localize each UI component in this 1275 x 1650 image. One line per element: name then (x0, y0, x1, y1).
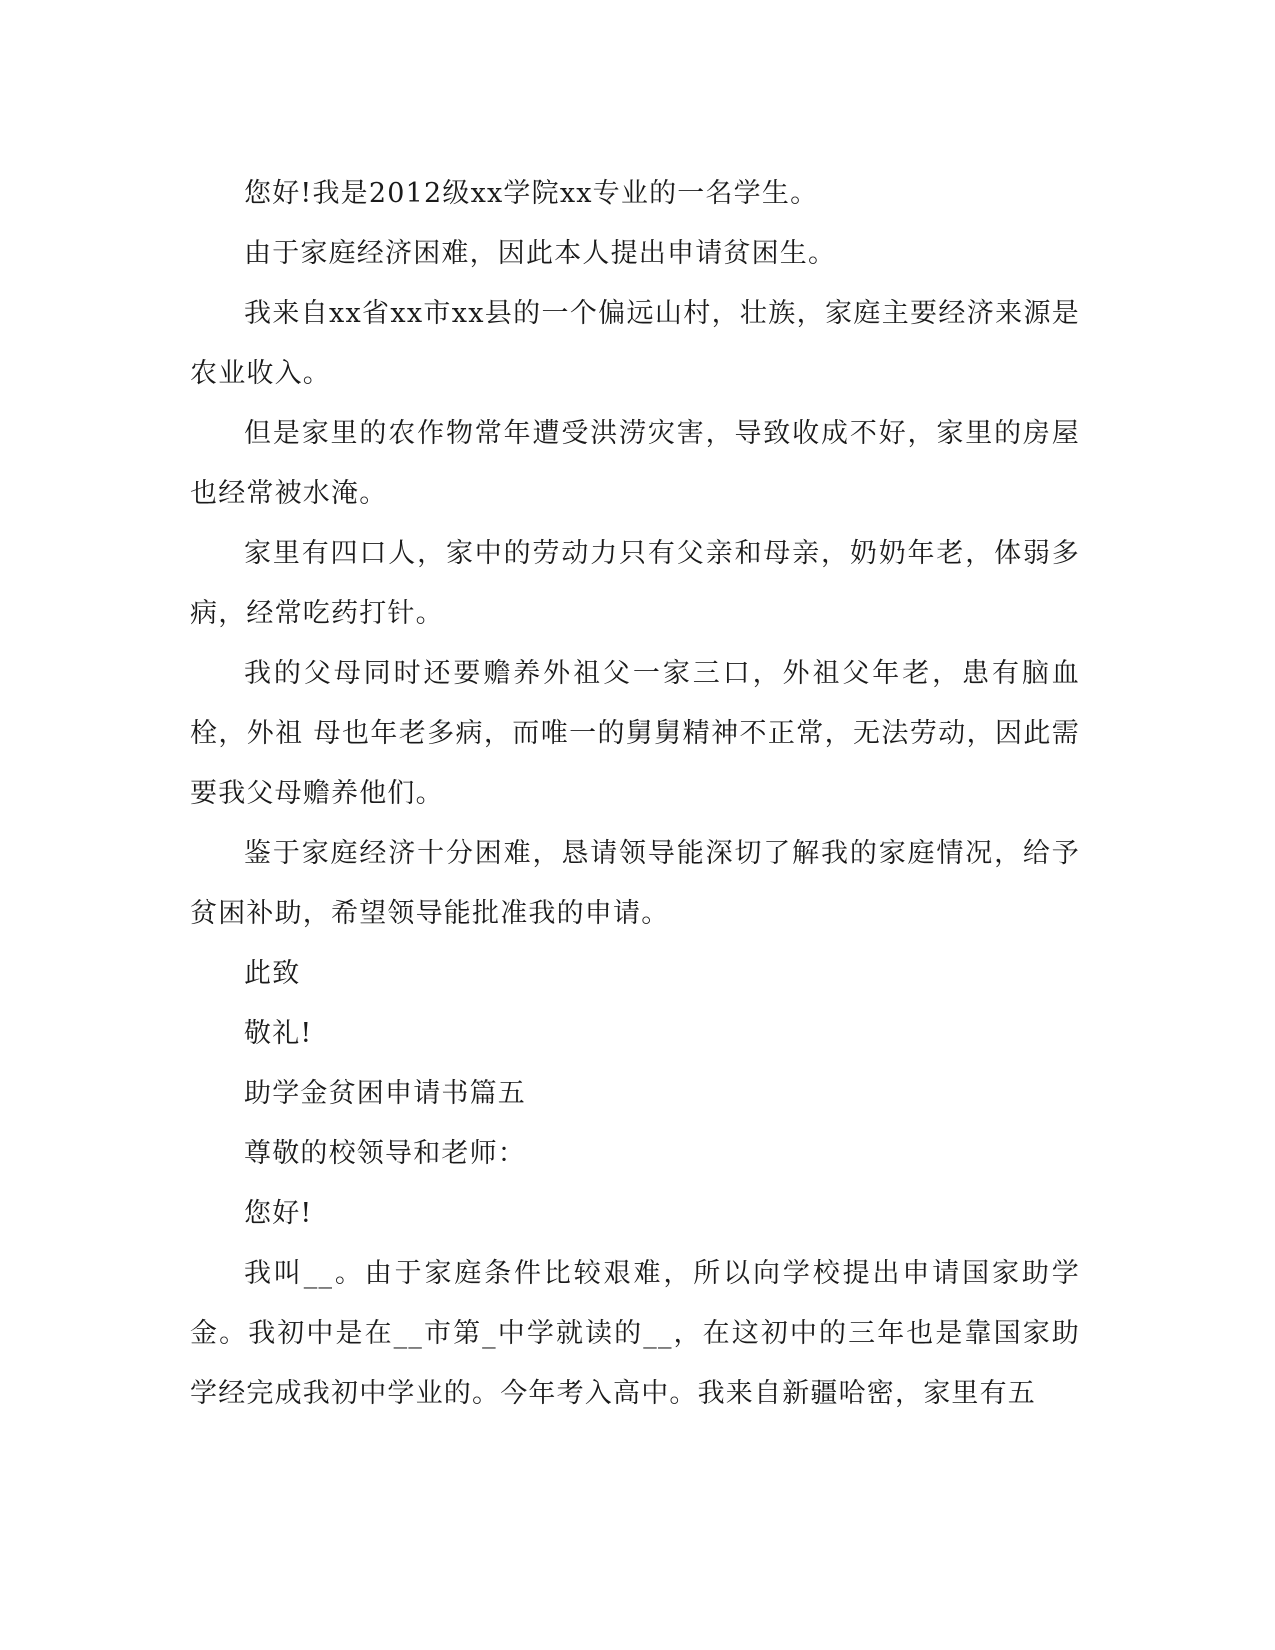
paragraph-salute: 敬礼! (244, 1018, 313, 1049)
document-body (190, 164, 1080, 1424)
paragraph-family: 家里有四口人，家中的劳动力只有父亲和母亲，奶奶年老，体弱多病，经常吃药打针。 (190, 538, 1080, 629)
paragraph-reason: 由于家庭经济困难，因此本人提出申请贫困生。 (244, 238, 837, 269)
paragraph-hello: 您好! (244, 1198, 313, 1229)
paragraph-grandparents: 我的父母同时还要赡养外祖父一家三口，外祖父年老，患有脑血栓，外祖 母也年老多病，而唯一的舅舅精神不正常，无法劳动，因此需要我父母赡养他们。 (190, 658, 1080, 809)
paragraph-closing: 此致 (244, 958, 301, 989)
paragraph-origin: 我来自xx省xx市xx县的一个偏远山村，壮族，家庭主要经济来源是农业收入。 (190, 298, 1080, 389)
paragraph-flood: 但是家里的农作物常年遭受洪涝灾害，导致收成不好，家里的房屋也经常被水淹。 (190, 418, 1080, 509)
paragraph-salutation: 尊敬的校领导和老师： (244, 1138, 526, 1169)
paragraph-greeting: 您好!我是2012级xx学院xx专业的一名学生。 (244, 178, 819, 209)
paragraph-request: 鉴于家庭经济十分困难，恳请领导能深切了解我的家庭情况，给予贫困补助，希望领导能批准我的申请。 (190, 838, 1080, 929)
section-title: 助学金贫困申请书篇五 (244, 1078, 526, 1109)
paragraph-intro: 我叫__。由于家庭条件比较艰难，所以向学校提出申请国家助学金。我初中是在__市第_中学就读的__，在这初中的三年也是靠国家助学经完成我初中学业的。今年考入高中。我来自新疆哈密，家里有五 (190, 1258, 1080, 1409)
